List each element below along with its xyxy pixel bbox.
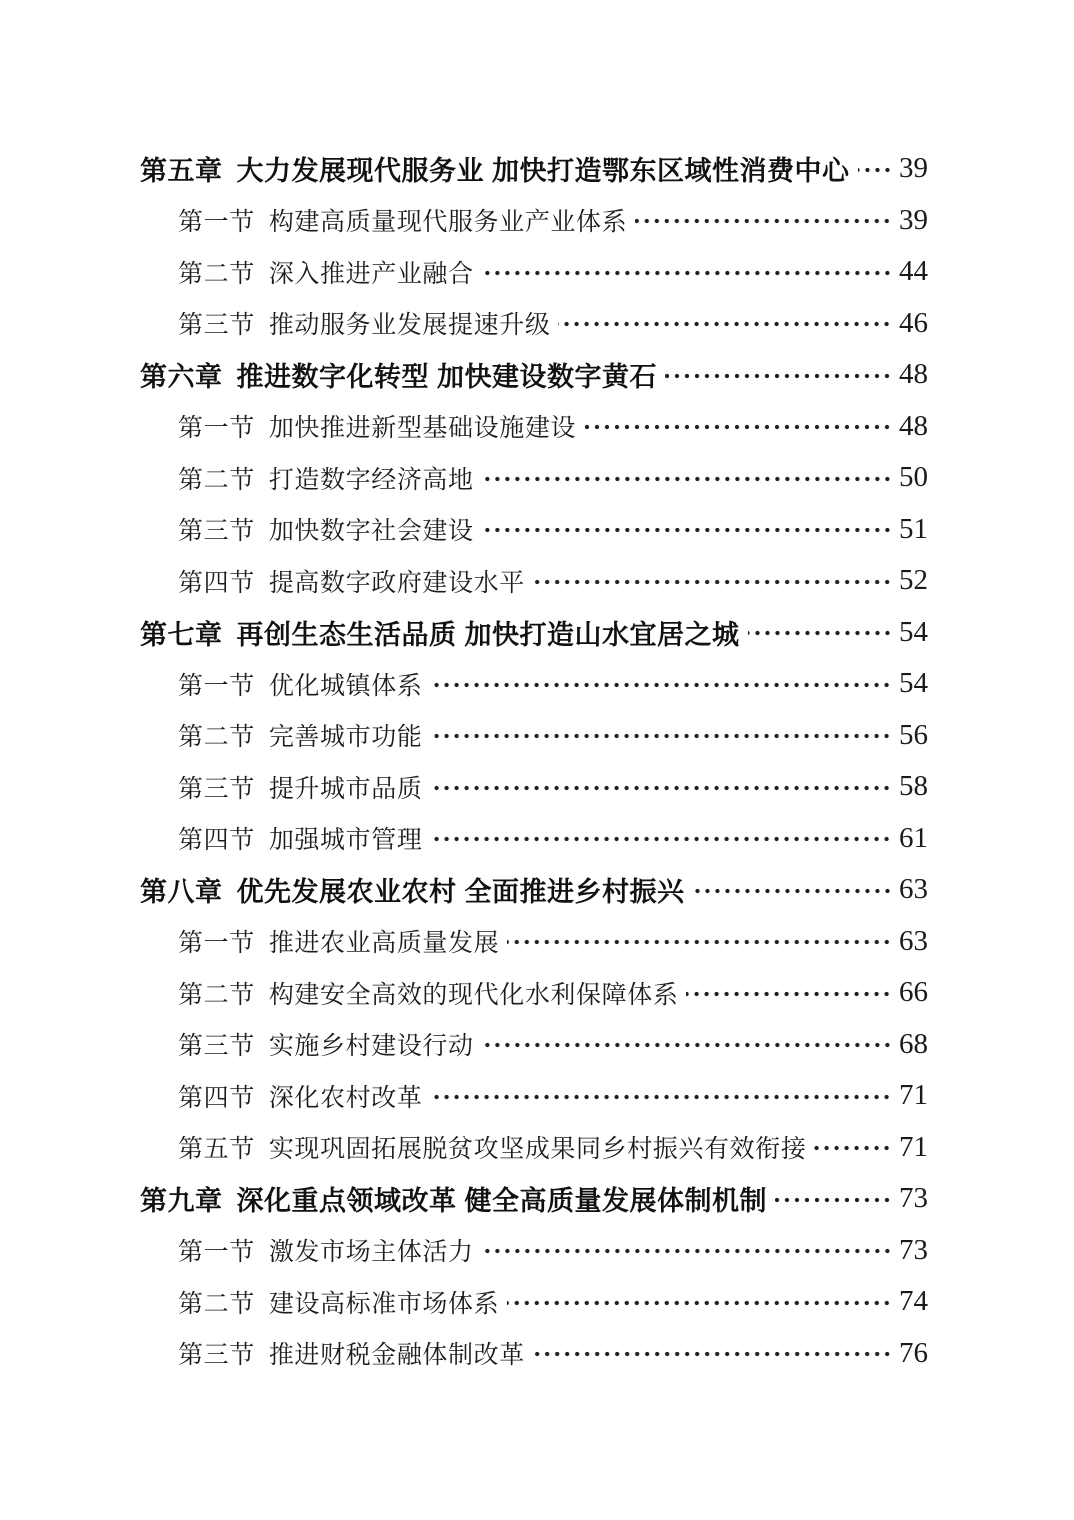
entry-label: 第三节 <box>178 775 255 803</box>
entry-label: 第一节 <box>178 1239 255 1267</box>
entry-title: 加快推进新型基础设施建设 <box>268 415 577 443</box>
entry-label: 第一节 <box>178 209 255 237</box>
toc-entry <box>140 1070 928 1122</box>
toc-entry <box>140 761 928 813</box>
entry-title: 推进数字化转型 加快建设数字黄石 <box>236 362 658 393</box>
dot-leader <box>775 1195 892 1205</box>
dot-leader <box>814 1143 892 1153</box>
entry-page-number: 63 <box>899 924 928 957</box>
dot-leader <box>482 474 892 484</box>
dot-leader <box>558 319 892 329</box>
toc-entry <box>140 1276 928 1328</box>
toc-entry <box>140 1225 928 1277</box>
entry-label: 第九章 <box>140 1186 223 1217</box>
entry-title: 再创生态生活品质 加快打造山水宜居之城 <box>236 619 740 650</box>
entry-page-number: 46 <box>899 306 928 339</box>
entry-title: 推进财税金融体制改革 <box>268 1342 525 1370</box>
dot-leader <box>665 371 892 381</box>
entry-title: 实施乡村建设行动 <box>268 1033 474 1061</box>
dot-leader <box>533 1349 892 1359</box>
entry-label: 第四节 <box>178 1084 255 1112</box>
dot-leader <box>858 165 892 175</box>
toc-entry <box>140 452 928 504</box>
entry-title: 构建高质量现代服务业产业体系 <box>268 209 628 237</box>
toc-entry <box>140 1019 928 1071</box>
entry-title: 优化城镇体系 <box>268 672 423 700</box>
toc-list <box>140 143 928 1379</box>
entry-title: 打造数字经济高地 <box>268 466 474 494</box>
toc-entry <box>140 504 928 556</box>
entry-page-number: 76 <box>899 1336 928 1369</box>
dot-leader <box>430 731 892 741</box>
dot-leader <box>507 1298 892 1308</box>
entry-label: 第三节 <box>178 1033 255 1061</box>
entry-label: 第二节 <box>178 260 255 288</box>
entry-title: 提升城市品质 <box>268 775 423 803</box>
entry-page-number: 39 <box>899 152 928 185</box>
entry-label: 第四节 <box>178 827 255 855</box>
dot-leader <box>533 577 892 587</box>
dot-leader <box>482 268 892 278</box>
dot-leader <box>507 937 892 947</box>
entry-page-number: 66 <box>899 976 928 1009</box>
dot-leader <box>430 1092 892 1102</box>
entry-page-number: 71 <box>899 1130 928 1163</box>
entry-page-number: 71 <box>899 1079 928 1112</box>
dot-leader <box>635 216 892 226</box>
dot-leader <box>430 783 892 793</box>
entry-label: 第六章 <box>140 362 223 393</box>
dot-leader <box>482 525 892 535</box>
toc-entry <box>140 298 928 350</box>
entry-page-number: 48 <box>899 358 928 391</box>
dot-leader <box>693 886 892 896</box>
toc-entry <box>140 401 928 453</box>
dot-leader <box>430 680 892 690</box>
entry-page-number: 39 <box>899 203 928 236</box>
entry-page-number: 52 <box>899 564 928 597</box>
entry-label: 第一节 <box>178 415 255 443</box>
entry-label: 第五章 <box>140 156 223 187</box>
entry-label: 第七章 <box>140 619 223 650</box>
entry-title: 建设高标准市场体系 <box>268 1290 500 1318</box>
entry-title: 深化农村改革 <box>268 1084 423 1112</box>
entry-page-number: 68 <box>899 1027 928 1060</box>
entry-title: 加快数字社会建设 <box>268 518 474 546</box>
dot-leader <box>686 989 892 999</box>
toc-entry <box>140 143 928 195</box>
toc-entry <box>140 710 928 762</box>
entry-title: 加强城市管理 <box>268 827 423 855</box>
entry-title: 优先发展农业农村 全面推进乡村振兴 <box>236 877 685 908</box>
toc-entry <box>140 195 928 247</box>
entry-title: 大力发展现代服务业 加快打造鄂东区域性消费中心 <box>236 156 850 187</box>
entry-page-number: 58 <box>899 770 928 803</box>
entry-label: 第三节 <box>178 1342 255 1370</box>
dot-leader <box>584 422 892 432</box>
dot-leader <box>482 1246 892 1256</box>
entry-page-number: 54 <box>899 615 928 648</box>
toc-entry <box>140 607 928 659</box>
entry-page-number: 54 <box>899 667 928 700</box>
dot-leader <box>748 628 892 638</box>
entry-label: 第二节 <box>178 1290 255 1318</box>
entry-label: 第二节 <box>178 724 255 752</box>
entry-title: 提高数字政府建设水平 <box>268 569 525 597</box>
entry-title: 激发市场主体活力 <box>268 1239 474 1267</box>
entry-label: 第二节 <box>178 981 255 1009</box>
entry-title: 深化重点领域改革 健全高质量发展体制机制 <box>236 1186 768 1217</box>
toc-entry <box>140 555 928 607</box>
entry-label: 第三节 <box>178 518 255 546</box>
dot-leader <box>430 834 892 844</box>
toc-entry <box>140 658 928 710</box>
entry-title: 推进农业高质量发展 <box>268 930 500 958</box>
entry-page-number: 44 <box>899 255 928 288</box>
entry-title: 实现巩固拓展脱贫攻坚成果同乡村振兴有效衔接 <box>268 1136 807 1164</box>
entry-page-number: 50 <box>899 461 928 494</box>
toc-entry <box>140 864 928 916</box>
entry-label: 第五节 <box>178 1136 255 1164</box>
toc-entry <box>140 813 928 865</box>
entry-page-number: 56 <box>899 718 928 751</box>
toc-entry <box>140 349 928 401</box>
toc-entry <box>140 1173 928 1225</box>
toc-entry <box>140 246 928 298</box>
toc-entry <box>140 967 928 1019</box>
entry-page-number: 73 <box>899 1182 928 1215</box>
entry-label: 第四节 <box>178 569 255 597</box>
entry-title: 推动服务业发展提速升级 <box>268 312 551 340</box>
entry-title: 构建安全高效的现代化水利保障体系 <box>268 981 679 1009</box>
toc-entry <box>140 1122 928 1174</box>
toc-entry <box>140 916 928 968</box>
entry-label: 第一节 <box>178 930 255 958</box>
entry-label: 第八章 <box>140 877 223 908</box>
entry-page-number: 51 <box>899 512 928 545</box>
entry-page-number: 74 <box>899 1285 928 1318</box>
entry-page-number: 48 <box>899 409 928 442</box>
entry-title: 深入推进产业融合 <box>268 260 474 288</box>
entry-label: 第三节 <box>178 312 255 340</box>
dot-leader <box>482 1040 892 1050</box>
entry-page-number: 73 <box>899 1233 928 1266</box>
toc-entry <box>140 1328 928 1380</box>
entry-label: 第二节 <box>178 466 255 494</box>
entry-label: 第一节 <box>178 672 255 700</box>
entry-page-number: 61 <box>899 821 928 854</box>
entry-title: 完善城市功能 <box>268 724 423 752</box>
entry-page-number: 63 <box>899 873 928 906</box>
